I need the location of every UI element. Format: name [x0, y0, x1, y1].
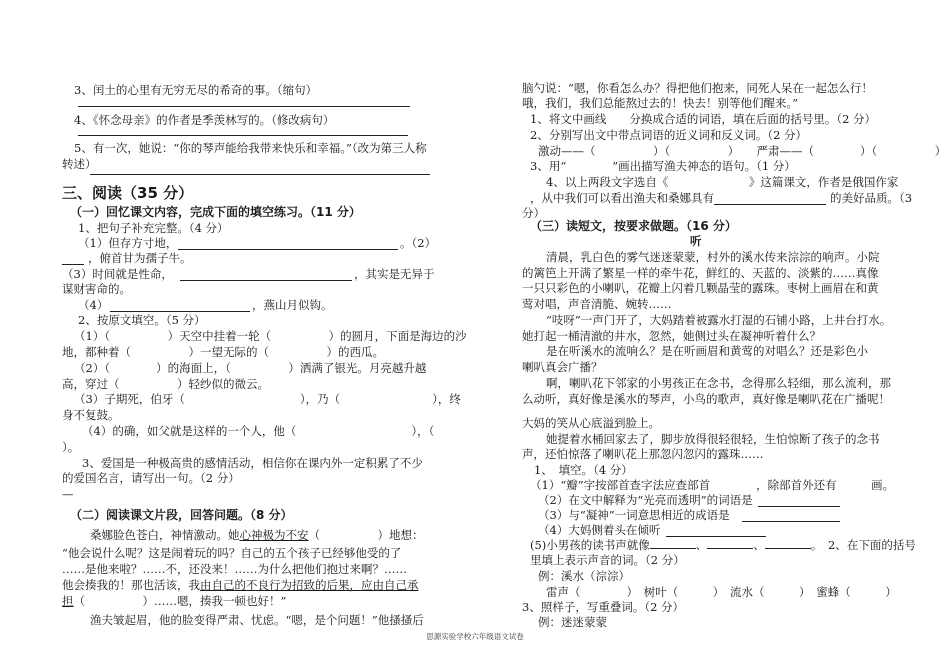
question-text: 5、有一次，她说：“你的琴声能给我带来快乐和幸福。”（改为第三人称 [74, 141, 427, 155]
question-text: （3）时间就是性命， [62, 267, 173, 281]
question-text: 的爱国名言，请写出一句。（2 分） [62, 471, 240, 485]
passage-text: 一只只彩色的小喇叭，花瓣上闪着几颗晶莹的露珠。枣树上画眉在和黄 [522, 281, 879, 295]
passage-text: 啊，喇叭花下邻家的小男孩正在念书，念得那么轻细，那么流利，那 [546, 376, 891, 390]
question-text: （2）在文中解释为“光亮而透明”的词语是 [538, 493, 753, 507]
answer-line[interactable] [742, 521, 840, 522]
answer-line[interactable] [90, 174, 430, 175]
passage-text: 声，还怕惊落了喇叭花上那忽闪忽闪的露珠…… [522, 447, 764, 461]
answer-blank[interactable] [765, 548, 811, 549]
question-text: ）。 [62, 440, 80, 454]
section-title: 三、阅读（35 分） [62, 184, 194, 202]
answer-line[interactable] [666, 536, 766, 537]
passage-text: 是在听溪水的流响么？是在听画眉和黄莺的对唱么？还是彩色小 [546, 344, 868, 358]
question-text: （1）但存方寸地， [78, 236, 178, 250]
answer-line[interactable] [78, 135, 408, 136]
question-text: 。（2） [400, 236, 437, 250]
question-text: 3、照样子，写重叠词。（2 分） [522, 600, 685, 614]
passage-line [62, 578, 419, 593]
question-line [530, 538, 916, 553]
passage-text: 的篱笆上开满了繁星一样的牵牛花，鲜红的、天蓝的、淡紫的……真像 [522, 266, 879, 280]
question-text: 。 2、在下面的括号 [810, 538, 916, 552]
question-text: 3、爱国是一种极高贵的感情活动，相信你在课内外一定积累了不少 [82, 456, 423, 470]
question-text: 、 [753, 538, 765, 552]
question-text: 高，穿过（ ）轻纱似的微云。 [62, 377, 269, 391]
passage-text: （ ）……嗯，揍我一顿也好！” [73, 594, 287, 608]
question-text: 里填上表示声音的词。（2 分） [530, 553, 685, 567]
question-text: （1）“瓣”字按部首查字法应查部首 ，除部首外还有 画。 [530, 478, 895, 492]
question-text: 1、将文中画线 分换成合适的词语，填在后面的括号里。（2 分） [530, 112, 877, 126]
subsection-title: （二）阅读课文片段，回答问题。（8 分） [70, 508, 293, 522]
question-text: 身不复鼓。 [62, 408, 120, 422]
passage-line [62, 594, 286, 609]
question-text: 2、分别写出文中带点词语的近义词和反义词。（2 分） [530, 128, 808, 142]
passage-text: 脑勺说：“嗯，你看怎么办？得把他们抱来，同死人呆在一起怎么行！ [522, 81, 873, 95]
question-text: （2）（ ）的海面上，（ ）洒满了银光。月亮越升越 [74, 361, 427, 375]
question-text: 1、 填空。（4 分） [534, 463, 633, 477]
answer-line[interactable] [758, 506, 840, 507]
question-text: 4、《怀念母亲》的作者是季羡林写的。（修改病句） [74, 113, 335, 127]
page-footer: 思源实验学校六年级语文试卷 [426, 632, 524, 641]
passage-text: “吱呀”一声门开了，大妈踏着被露水打湿的石铺小路，上井台打水。 [546, 313, 892, 327]
question-text: （1）（ ）天空中挂着一轮（ ）的圆月，下面是海边的沙 [74, 329, 467, 343]
question-text: ，俯首甘为孺子牛。 [88, 251, 192, 265]
question-text: 、 [695, 538, 708, 552]
question-text: 谋财害命的。 [62, 282, 131, 296]
answer-blank[interactable] [650, 548, 696, 549]
question-text: 地，都种着（ ）一望无际的（ ）的西瓜。 [62, 345, 384, 359]
passage-text: 喇叭真会广播？ [522, 360, 603, 374]
answer-line[interactable] [62, 264, 84, 265]
passage-text: ……是他来啦？……不，还没来！……为什么把他们抱过来啊？…… [62, 562, 407, 576]
passage-text: 他会揍我的！那也活该，我 [62, 578, 200, 592]
question-text: ，从中我们可以看出渔夫和桑娜具有 [530, 191, 714, 205]
question-text: 3、用“ ”画出描写渔夫神态的语句。（1 分） [530, 159, 796, 173]
answer-line[interactable] [78, 106, 410, 107]
subsection-title: （一）回忆课文内容，完成下面的填空练习。（11 分） [70, 205, 361, 219]
passage-text: 桑娜脸色苍白，神情激动。她 [90, 528, 240, 542]
question-text: （4） [78, 298, 109, 312]
question-text: ，燕山月似钩。 [252, 298, 333, 312]
question-text: （3）与“凝神”一词意思相近的成语是 [538, 508, 730, 522]
passage-line [90, 528, 424, 543]
question-text: 分） [522, 206, 545, 220]
question-text: 的美好品质。（3 [830, 191, 913, 205]
passage-text: 渔夫皱起眉，他的脸变得严肃、忧虑。“嗯，是个问题！”他搔搔后 [90, 613, 424, 627]
question-text: （3）子期死，伯牙（ ），乃（ ），终 [74, 392, 461, 406]
passage-text: 清晨，乳白色的雾气迷迷蒙蒙，村外的溪水传来淙淙的响声。小院 [546, 250, 880, 264]
passage-text: 她打起一桶清澈的井水，忽然，她侧过头在凝神听着什么？ [522, 329, 821, 343]
answer-line[interactable] [180, 280, 352, 281]
question-text: 转述） [62, 157, 97, 171]
question-text: 2、按原文填空。（5 分） [78, 313, 206, 327]
passage-text: “他会说什么呢？这是闹着玩的吗？自己的五个孩子已经够他受的了 [62, 546, 402, 560]
answer-line[interactable] [714, 204, 826, 205]
question-text: 激动——（ ）（ ） 严肃——（ ）（ ） [538, 144, 947, 158]
question-text: （4）的确，如父就是这样的一个人，他（ ），（ [82, 424, 435, 438]
question-text: 3、闰土的心里有无穷无尽的希奇的事。（缩句） [74, 83, 318, 97]
question-text: 例：迷迷蒙蒙 [538, 615, 607, 629]
answer-line[interactable] [178, 249, 398, 250]
answer-blank[interactable] [707, 548, 753, 549]
question-text: 4、以上两段文字选自《 》这篇课文，作者是俄国作家 [546, 175, 899, 189]
answer-dash: — [62, 487, 74, 501]
passage-text: 么动听，真好像是溪水的琴声，小鸟的歌声，真好像是喇叭花在广播呢！ [522, 392, 890, 406]
question-text: 例：溪水（淙淙） [538, 569, 630, 583]
passage-title: 听 [690, 234, 702, 248]
question-text: (5)小男孩的读书声就像 [530, 538, 650, 552]
passage-text: 哦，我们，我们总能熬过去的！快去！别等他们醒来。” [522, 96, 799, 110]
underlined-phrase: 由自己的不良行为招致的后果，应由自己承 [200, 578, 419, 592]
underlined-phrase: 担 [62, 594, 74, 608]
passage-text: （ ）地想： [308, 528, 424, 542]
subsection-title: （三）读短文，按要求做题。（16 分） [530, 219, 737, 233]
question-text: 1、把句子补充完整。（4 分） [78, 221, 229, 235]
answer-line[interactable] [110, 311, 250, 312]
underlined-phrase: 心神极为不安 [239, 528, 309, 542]
question-text: 雷声（ ） 树叶（ ） 流水（ ） 蜜蜂（ ） [546, 585, 897, 599]
passage-text: 大妈的笑从心底溢到脸上。 [522, 416, 660, 430]
passage-text: 她提着水桶回家去了，脚步放得很轻很轻，生怕惊断了孩子的念书 [546, 432, 880, 446]
question-text: ，其实是无异于 [354, 267, 435, 281]
passage-text: 莺对唱，声音清脆、婉转…… [522, 297, 672, 311]
question-text: （4）大妈侧着头在倾听 [538, 523, 661, 537]
